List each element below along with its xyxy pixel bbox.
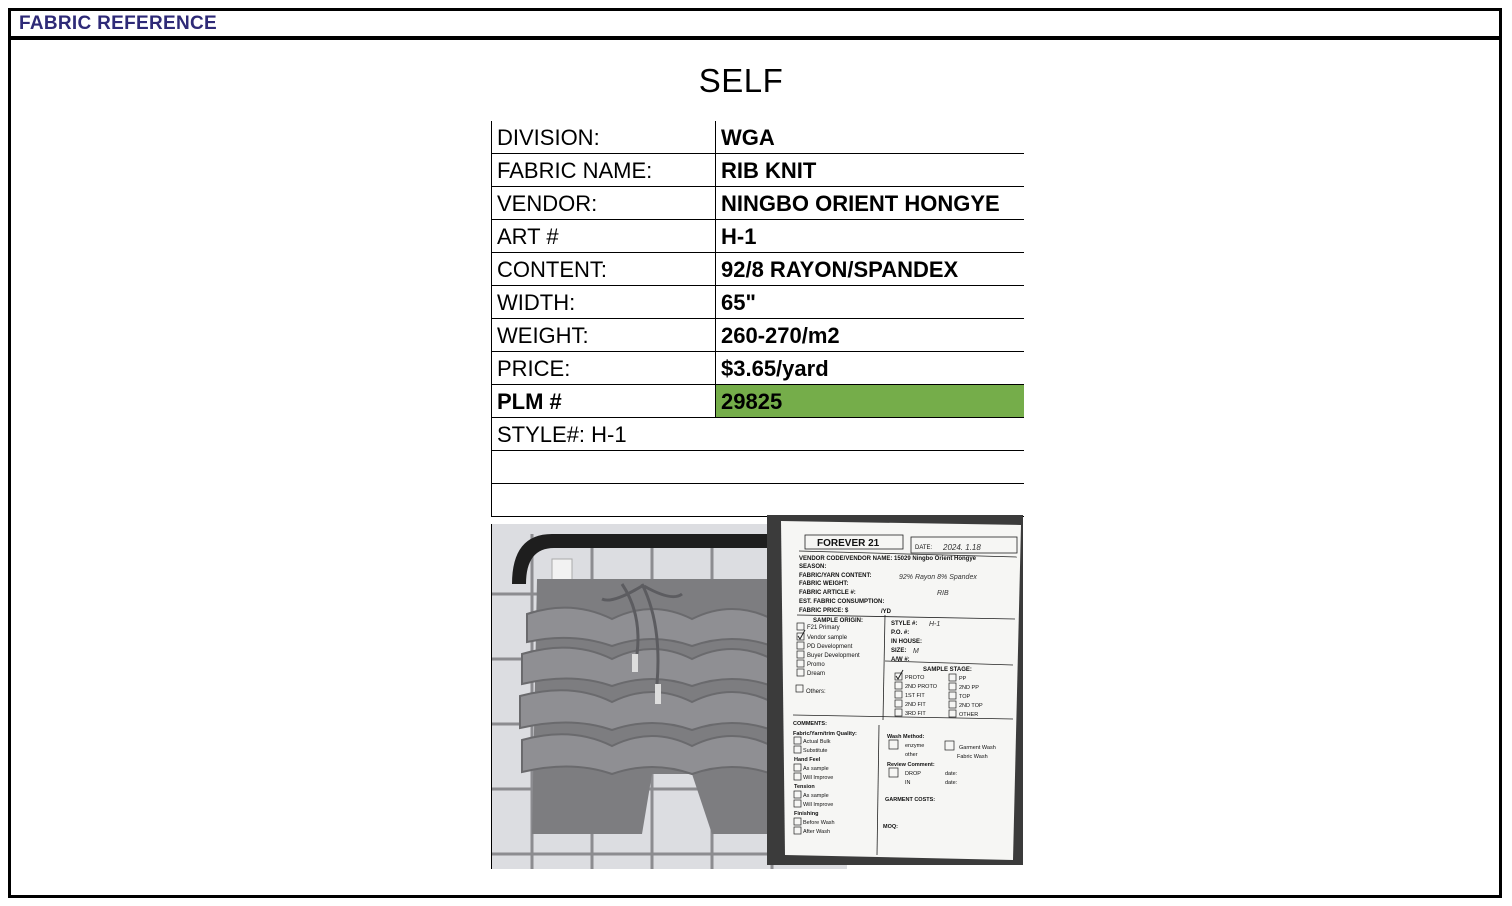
header-title: FABRIC REFERENCE xyxy=(19,13,217,34)
form-style-label: STYLE #: xyxy=(891,621,918,627)
form-style-value: H-1 xyxy=(929,621,941,628)
row-empty xyxy=(491,484,1024,517)
form-finishing-item: Before Wash xyxy=(803,820,835,826)
form-review-title: Review Comment: xyxy=(887,762,935,768)
form-stage-item: 3RD FIT xyxy=(905,711,926,717)
row-vendor xyxy=(491,187,1024,220)
form-size-value: M xyxy=(913,648,919,655)
form-content-label: FABRIC/YARN CONTENT: xyxy=(799,573,872,579)
form-po-label: P.O. #: xyxy=(891,630,910,636)
row-empty xyxy=(491,451,1024,484)
field-label: WIDTH: xyxy=(491,286,716,318)
form-garment-costs: GARMENT COSTS: xyxy=(885,797,936,803)
field-label: VENDOR: xyxy=(491,187,716,219)
form-size-label: SIZE: xyxy=(891,648,907,654)
form-content-value: 92% Rayon 8% Spandex xyxy=(899,574,977,581)
form-quality-item: Actual Bulk xyxy=(803,739,831,745)
form-stage-item: 2ND TOP xyxy=(959,703,983,709)
form-season: SEASON: xyxy=(799,564,827,570)
form-origin-item: Promo xyxy=(807,662,825,668)
form-consumption-label: EST. FABRIC CONSUMPTION: xyxy=(799,599,885,605)
form-brand: FOREVER 21 xyxy=(817,538,880,549)
form-stage-item: PROTO xyxy=(905,675,925,681)
fabric-table xyxy=(491,121,1024,517)
form-origin-title: SAMPLE ORIGIN: xyxy=(813,618,864,624)
form-finishing-item: After Wash xyxy=(803,829,830,835)
field-label: ART # xyxy=(491,220,716,252)
sample-form-photo xyxy=(767,515,1023,865)
form-quality-title: Fabric/Yarn/trim Quality: xyxy=(793,731,857,737)
form-origin-item: PD Development xyxy=(807,644,853,650)
form-stage-item: PP xyxy=(959,676,967,682)
section-title: SELF xyxy=(698,62,784,99)
field-label: CONTENT: xyxy=(491,253,716,285)
form-date-value: 2024. 1.18 xyxy=(943,543,981,552)
form-wash-right: Fabric Wash xyxy=(957,754,988,760)
form-wash-title: Wash Method: xyxy=(887,734,925,740)
form-finishing-title: Finishing xyxy=(794,811,819,817)
field-value: NINGBO ORIENT HONGYE xyxy=(721,191,1000,216)
form-inhouse-label: IN HOUSE: xyxy=(891,639,923,645)
form-origin-item: F21 Primary xyxy=(807,625,840,631)
form-hand-item: As sample xyxy=(803,766,829,772)
field-label: PRICE: xyxy=(491,352,716,384)
form-origin-item: Dream xyxy=(807,671,826,677)
form-wash-item: other xyxy=(905,752,918,758)
field-value: H-1 xyxy=(721,224,757,249)
row-art xyxy=(491,220,1024,253)
form-article-label: FABRIC ARTICLE #: xyxy=(799,590,856,596)
row-weight xyxy=(491,319,1024,352)
form-wash-item: enzyme xyxy=(905,743,925,749)
form-tension-item: As sample xyxy=(803,793,829,799)
field-value: RIB KNIT xyxy=(721,158,817,183)
row-price xyxy=(491,352,1024,385)
empty-cell xyxy=(491,451,1024,483)
form-review-date: date: xyxy=(945,771,958,777)
form-date-label: DATE: xyxy=(915,545,933,551)
empty-cell xyxy=(491,484,1024,516)
row-width xyxy=(491,286,1024,319)
form-origin-item: Vendor sample xyxy=(807,635,848,641)
row-style xyxy=(491,418,1024,451)
plm-value: 29825 xyxy=(716,385,1024,417)
form-hand-title: Hand Feel xyxy=(794,757,821,763)
form-weight-label: FABRIC WEIGHT: xyxy=(799,581,849,587)
form-stage-item: 2ND FIT xyxy=(905,702,926,708)
row-division xyxy=(491,121,1024,154)
form-hand-item: Will Improve xyxy=(803,775,834,781)
sample-form xyxy=(767,515,1023,865)
form-origin-item: Others: xyxy=(806,689,826,695)
form-stage-item: 2ND PP xyxy=(959,685,979,691)
field-label: WEIGHT: xyxy=(491,319,716,351)
form-quality-item: Substitute xyxy=(803,748,828,754)
form-origin-item: Buyer Development xyxy=(807,653,860,659)
field-label: FABRIC NAME: xyxy=(491,154,716,186)
form-review-date: date: xyxy=(945,780,958,786)
form-price-label: FABRIC PRICE: $ xyxy=(799,608,849,614)
form-wash-right: Garment Wash xyxy=(959,745,996,751)
field-value: 65" xyxy=(721,290,756,315)
form-vendor: VENDOR CODE/VENDOR NAME: 15029 Ningbo Orient Hongye xyxy=(799,556,977,562)
field-value: 260-270/m2 xyxy=(721,323,840,348)
style-label: STYLE#: H-1 xyxy=(491,418,1024,450)
form-review-item: IN xyxy=(905,780,911,786)
form-comments-title: COMMENTS: xyxy=(793,721,827,727)
form-tension-title: Tension xyxy=(794,784,815,790)
form-review-item: DROP xyxy=(905,771,921,777)
form-moq: MOQ: xyxy=(883,824,898,830)
form-article-value: RIB xyxy=(937,590,949,597)
field-value: $3.65/yard xyxy=(721,356,829,381)
form-price-unit: /YD xyxy=(881,609,892,615)
field-label: DIVISION: xyxy=(491,121,716,153)
row-plm xyxy=(491,385,1024,418)
field-value: 92/8 RAYON/SPANDEX xyxy=(721,257,959,282)
row-fabric-name xyxy=(491,154,1024,187)
form-aw-label: A/W #: xyxy=(891,657,910,663)
form-stage-item: TOP xyxy=(959,694,971,700)
form-stage-title: SAMPLE STAGE: xyxy=(923,667,972,673)
form-stage-item: OTHER xyxy=(959,712,979,718)
form-tension-item: Will Improve xyxy=(803,802,834,808)
row-content xyxy=(491,253,1024,286)
form-stage-item: 2ND PROTO xyxy=(905,684,937,690)
header-bar xyxy=(8,8,1502,40)
field-value: WGA xyxy=(721,125,775,150)
form-stage-item: 1ST FIT xyxy=(905,693,925,699)
plm-label: PLM # xyxy=(491,385,716,417)
